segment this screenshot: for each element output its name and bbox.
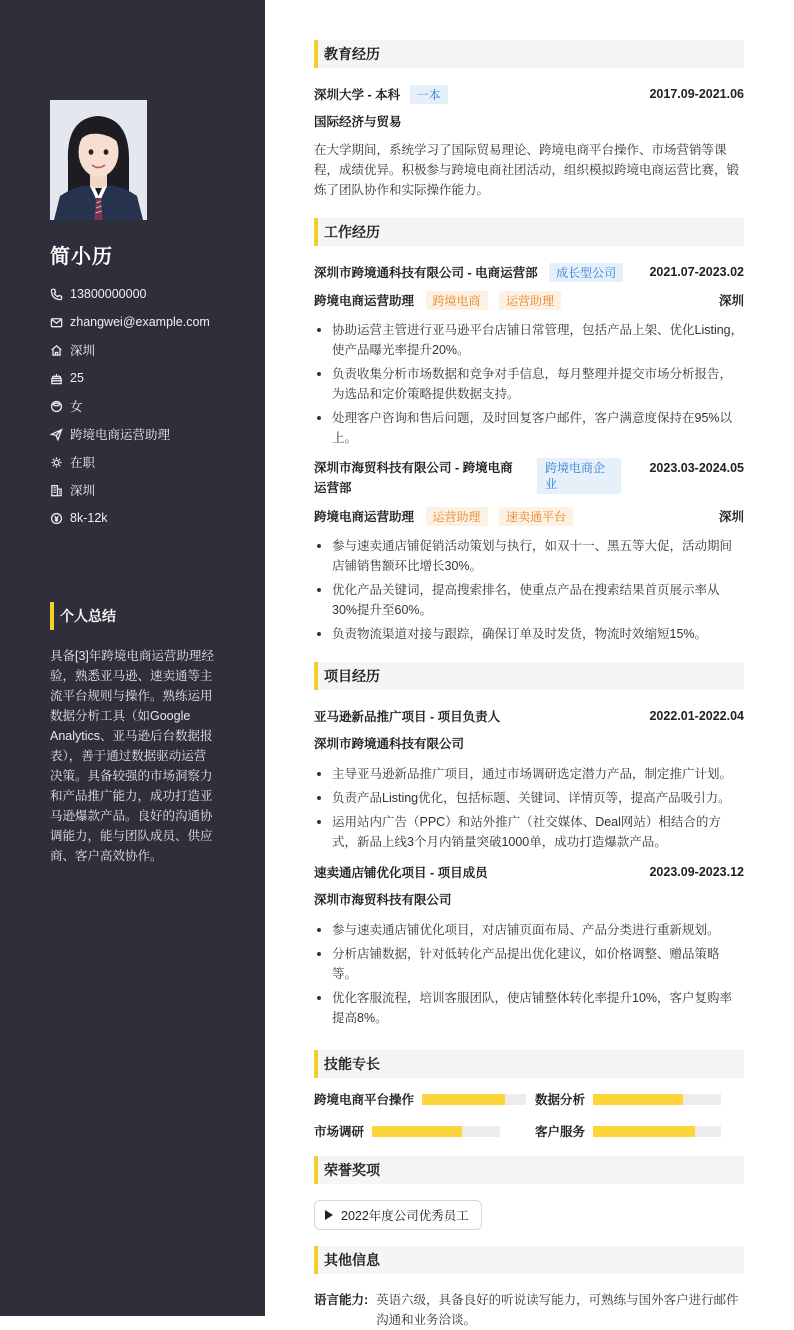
work-title: 工作经历	[314, 218, 744, 246]
skill-name: 数据分析	[535, 1093, 586, 1107]
phone-text: 13800000000	[70, 287, 147, 301]
awards-section	[314, 1156, 744, 1230]
skill-item	[535, 1122, 744, 1140]
company-tag: 跨境电商企业	[537, 458, 621, 494]
skill-bar	[372, 1126, 500, 1137]
candidate-name: 简小历	[50, 246, 113, 268]
other-section	[314, 1246, 744, 1330]
education-title: 教育经历	[314, 40, 744, 68]
project-date: 2022.01-2022.04	[649, 709, 744, 723]
building-icon	[50, 484, 63, 497]
project-item	[314, 702, 744, 852]
role-tag: 速卖通平台	[499, 507, 573, 526]
education-major: 国际经济与贸易	[314, 115, 402, 129]
education-date: 2017.09-2021.06	[649, 87, 744, 101]
skill-bar-fill	[593, 1126, 695, 1137]
work-item	[314, 458, 744, 644]
bullet-item: 优化客服流程，培训客服团队，使店铺整体转化率提升10%，客户复购率提高8%。	[314, 988, 744, 1028]
skill-item	[314, 1122, 535, 1140]
skill-bar-fill	[422, 1094, 505, 1105]
avatar-photo	[50, 100, 147, 220]
salary-item	[50, 504, 250, 532]
salary-text: 8k-12k	[70, 511, 108, 525]
bullet-item: 负责产品Listing优化，包括标题、关键词、详情页等，提高产品吸引力。	[314, 788, 744, 808]
language-label: 语言能力:	[314, 1293, 369, 1307]
role-group	[314, 291, 561, 310]
target-city-item	[50, 476, 250, 504]
education-header	[314, 80, 744, 108]
work-bullets	[314, 536, 744, 644]
project-item	[314, 858, 744, 1028]
salary-icon	[50, 512, 63, 525]
school-name: 深圳大学 - 本科	[314, 87, 401, 102]
portrait-icon	[50, 100, 147, 220]
role-line	[314, 502, 744, 530]
role-tag: 运营助理	[426, 507, 488, 526]
bullet-item: 协助运营主管进行亚马逊平台店铺日常管理，包括产品上架、优化Listing，使产品曝光率提升20%。	[314, 320, 744, 360]
company-name: 深圳市跨境通科技有限公司 - 电商运营部	[314, 265, 538, 280]
work-bullets	[314, 320, 744, 448]
role-tag: 运营助理	[499, 291, 561, 310]
awards-list	[314, 1200, 744, 1230]
education-section	[314, 40, 744, 200]
skills-title: 技能专长	[314, 1050, 744, 1078]
status-text: 在职	[70, 456, 96, 470]
email-text: zhangwei@example.com	[70, 315, 210, 329]
project-company: 深圳市跨境通科技有限公司	[314, 737, 465, 751]
gender-icon	[50, 400, 63, 413]
skill-name: 跨境电商平台操作	[314, 1093, 415, 1107]
skills-section	[314, 1050, 744, 1140]
bullet-item: 分析店铺数据，针对低转化产品提出优化建议，如价格调整、赠品策略等。	[314, 944, 744, 984]
target-city-text: 深圳	[70, 484, 96, 498]
work-city: 深圳	[718, 294, 744, 308]
project-header	[314, 702, 744, 730]
skill-name: 市场调研	[314, 1125, 365, 1139]
work-city: 深圳	[718, 510, 744, 524]
status-item	[50, 448, 250, 476]
position-text: 跨境电商运营助理	[70, 428, 171, 442]
contact-info-list	[50, 280, 250, 532]
bullet-item: 负责物流渠道对接与跟踪，确保订单及时发货，物流时效缩短15%。	[314, 624, 744, 644]
work-item	[314, 258, 744, 448]
cake-icon	[50, 372, 63, 385]
work-header	[314, 458, 744, 498]
project-date: 2023.09-2023.12	[649, 865, 744, 879]
language-row	[314, 1290, 744, 1330]
company-name: 深圳市海贸科技有限公司 - 跨境电商运营部	[314, 461, 513, 495]
skill-name: 客户服务	[535, 1125, 586, 1139]
award-text: 2022年度公司优秀员工	[341, 1209, 469, 1223]
bullet-item: 运用站内广告（PPC）和站外推广（社交媒体、Deal网站）相结合的方式，新品上线3个月内销量突破1000单，成功打造爆款产品。	[314, 812, 744, 852]
gender-text: 女	[70, 400, 83, 414]
language-value: 英语六级，具备良好的听说读写能力，可熟练与国外客户进行邮件沟通和业务洽谈。	[376, 1293, 739, 1327]
school-tag: 一本	[410, 85, 448, 104]
skill-bar	[422, 1094, 526, 1105]
role-group	[314, 507, 573, 526]
status-icon	[50, 456, 63, 469]
award-toggle[interactable]	[314, 1200, 482, 1230]
location-item	[50, 336, 250, 364]
projects-title: 项目经历	[314, 662, 744, 690]
skill-item	[535, 1090, 744, 1108]
project-name: 速卖通店铺优化项目 - 项目成员	[314, 866, 488, 880]
play-triangle-icon	[325, 1210, 333, 1220]
role-tag: 跨境电商	[426, 291, 488, 310]
phone-icon	[50, 288, 63, 301]
send-icon	[50, 428, 63, 441]
bullet-item: 主导亚马逊新品推广项目，通过市场调研选定潜力产品，制定推广计划。	[314, 764, 744, 784]
skill-bar-fill	[593, 1094, 683, 1105]
skill-bar	[593, 1094, 721, 1105]
project-bullets	[314, 920, 744, 1028]
gender-item	[50, 392, 250, 420]
location-text: 深圳	[70, 344, 96, 358]
work-date: 2023.03-2024.05	[649, 461, 744, 475]
project-header	[314, 858, 744, 886]
skill-item	[314, 1090, 535, 1108]
age-item	[50, 364, 250, 392]
awards-title: 荣誉奖项	[314, 1156, 744, 1184]
school-line	[314, 85, 448, 104]
phone-item	[50, 280, 250, 308]
bullet-item: 负责收集分析市场数据和竞争对手信息，每月整理并提交市场分析报告，为选品和定价策略提供数据支持。	[314, 364, 744, 404]
bullet-item: 参与速卖通店铺优化项目，对店铺页面布局、产品分类进行重新规划。	[314, 920, 744, 940]
role-name: 跨境电商运营助理	[314, 293, 415, 308]
skill-bar-fill	[372, 1126, 462, 1137]
project-name: 亚马逊新品推广项目 - 项目负责人	[314, 710, 501, 724]
company-tag: 成长型公司	[549, 263, 623, 282]
summary-title: 个人总结	[50, 602, 116, 630]
skill-bar	[593, 1126, 721, 1137]
mail-icon	[50, 316, 63, 329]
home-icon	[50, 344, 63, 357]
bullet-item: 优化产品关键词，提高搜索排名，使重点产品在搜索结果首页展示率从30%提升至60%。	[314, 580, 744, 620]
project-company: 深圳市海贸科技有限公司	[314, 893, 452, 907]
main-content	[314, 40, 744, 1330]
sidebar	[0, 0, 265, 1316]
education-desc: 在大学期间，系统学习了国际贸易理论、跨境电商平台操作、市场营销等课程，成绩优异。积极参与跨境电商社团活动，组织模拟跨境电商运营比赛，锻炼了团队协作和实际操作能力。	[314, 143, 740, 197]
project-bullets	[314, 764, 744, 852]
bullet-item: 处理客户咨询和售后问题，及时回复客户邮件，客户满意度保持在95%以上。	[314, 408, 744, 448]
work-header	[314, 258, 744, 286]
email-item	[50, 308, 250, 336]
bullet-item: 参与速卖通店铺促销活动策划与执行，如双十一、黑五等大促，活动期间店铺销售额环比增长30%。	[314, 536, 744, 576]
skills-grid	[314, 1090, 744, 1140]
role-line	[314, 286, 744, 314]
role-name: 跨境电商运营助理	[314, 509, 415, 524]
age-text: 25	[70, 371, 84, 385]
other-title: 其他信息	[314, 1246, 744, 1274]
work-date: 2021.07-2023.02	[649, 265, 744, 279]
company-line	[314, 263, 623, 282]
projects-section	[314, 662, 744, 1028]
position-item	[50, 420, 250, 448]
work-section	[314, 218, 744, 644]
summary-text: 具备[3]年跨境电商运营助理经验，熟悉亚马逊、速卖通等主流平台规则与操作。熟练运用数据分析工具（如Google Analytics、亚马逊后台数据报表），善于通过数据驱动运营决策。具备较强的市场洞察力和产品推广能力，成功打造亚马逊爆款产品。良好的沟通协调能力，能与团队成员、供应商、客户高效协作。	[50, 649, 214, 863]
